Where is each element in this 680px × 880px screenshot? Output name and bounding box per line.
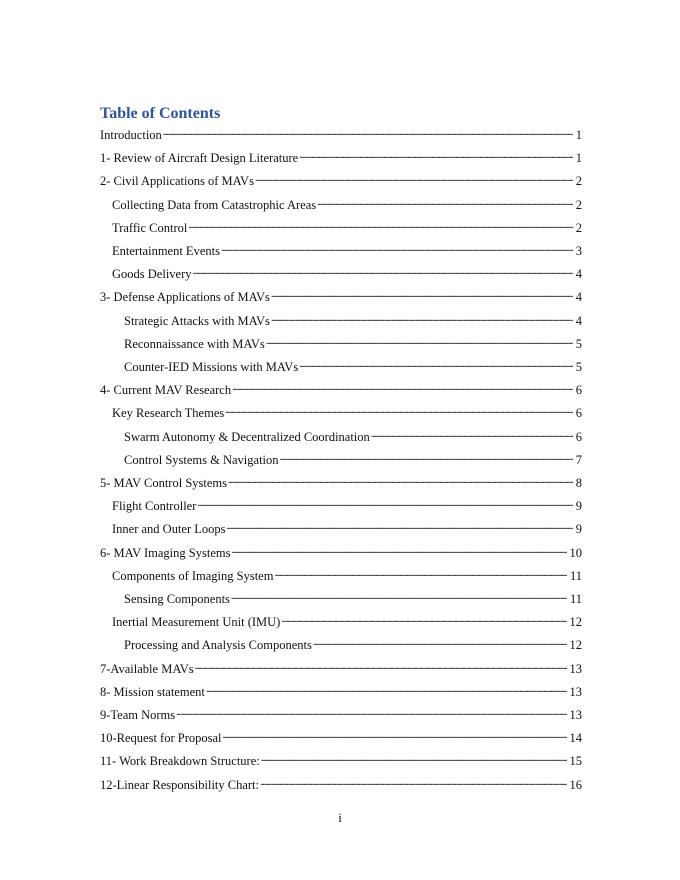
toc-entry-page: 5 [575, 336, 582, 351]
toc-entry-title: Entertainment Events [112, 244, 220, 258]
dot-leader [176, 707, 566, 719]
toc-entry-title: Reconnaissance with MAVs [124, 336, 265, 351]
dot-leader [223, 730, 567, 742]
toc-entry-page: 4 [575, 313, 582, 328]
toc-entry-page: 4 [575, 267, 582, 282]
toc-entry-page: 3 [575, 244, 582, 258]
dot-leader [281, 614, 566, 626]
dot-leader [195, 661, 567, 673]
toc-entry[interactable] [100, 777, 582, 793]
toc-entry[interactable] [124, 359, 582, 375]
toc-entry[interactable] [112, 220, 582, 236]
dot-leader [313, 637, 567, 649]
toc-entry[interactable] [124, 336, 582, 352]
toc-entry-title: Counter-IED Missions with MAVs [124, 360, 299, 374]
dot-leader [193, 266, 573, 278]
dot-leader [225, 405, 573, 417]
dot-leader [371, 429, 573, 441]
dot-leader [299, 359, 573, 371]
toc-entry[interactable] [100, 545, 582, 561]
toc-entry-title: 12-Linear Responsibility Chart: [100, 777, 260, 792]
dot-leader [227, 521, 573, 533]
toc-entry-page: 2 [575, 174, 582, 189]
toc-entry-page: 11 [569, 568, 582, 583]
toc-entry-title: Processing and Analysis Components [124, 638, 312, 653]
dot-leader [271, 289, 573, 301]
dot-leader [261, 753, 567, 765]
toc-entry-title: Swarm Autonomy & Decentralized Coordination [124, 429, 370, 444]
toc-entry[interactable] [124, 452, 582, 468]
toc-entry[interactable] [100, 475, 582, 491]
toc-entry[interactable] [100, 707, 582, 723]
toc-entry-page: 8 [575, 476, 582, 490]
toc-entry[interactable] [112, 498, 582, 514]
dot-leader [228, 475, 573, 487]
dot-leader [280, 452, 573, 464]
toc-entry[interactable] [112, 405, 582, 421]
toc-entry-page: 2 [575, 220, 582, 235]
dot-leader [274, 568, 567, 580]
toc-entry-page: 1 [575, 151, 582, 166]
toc-entry-title: Goods Delivery [112, 267, 192, 282]
dot-leader [188, 220, 572, 232]
toc-entry[interactable] [100, 150, 582, 166]
toc-entry[interactable] [100, 382, 582, 398]
toc-entry-title: 11- Work Breakdown Structure: [100, 754, 260, 769]
toc-entry-title: Sensing Components [124, 592, 230, 606]
toc-entry-title: Collecting Data from Catastrophic Areas [112, 197, 317, 212]
dot-leader [197, 498, 572, 510]
toc-entry[interactable] [112, 197, 582, 213]
toc-entry-page: 6 [575, 383, 582, 398]
toc-entry-page: 9 [575, 499, 582, 514]
dot-leader [255, 173, 573, 185]
dot-leader [231, 545, 566, 557]
toc-entry-page: 4 [575, 290, 582, 305]
toc-entry-title: 2- Civil Applications of MAVs [100, 174, 254, 189]
toc-entry-title: 7-Available MAVs [100, 661, 194, 676]
toc-entry-page: 15 [569, 754, 582, 769]
toc-entry[interactable] [100, 753, 582, 769]
toc-entry-title: 8- Mission statement [100, 684, 205, 699]
toc-entry-title: Control Systems & Navigation [124, 452, 279, 467]
toc-entry-title: Inertial Measurement Unit (IMU) [112, 615, 281, 630]
toc-entry-page: 13 [569, 661, 582, 676]
toc-entry-page: 5 [575, 360, 582, 374]
toc-title: Table of Contents [100, 105, 221, 122]
toc-entry-title: Strategic Attacks with MAVs [124, 313, 270, 328]
dot-leader [221, 243, 573, 255]
toc-entry-title: 6- MAV Imaging Systems [100, 545, 231, 560]
toc-entry[interactable] [124, 429, 582, 445]
toc-entry[interactable] [100, 684, 582, 700]
toc-entry-page: 13 [569, 684, 582, 699]
toc-entry-page: 1 [575, 128, 582, 142]
dot-leader [260, 777, 566, 789]
dot-leader [206, 684, 567, 696]
toc-entry[interactable] [100, 127, 582, 143]
toc-entry-title: Components of Imaging System [112, 568, 274, 583]
page-number: i [338, 810, 342, 825]
toc-entry[interactable] [112, 568, 582, 584]
toc-entry-page: 6 [575, 429, 582, 444]
toc-entry[interactable] [112, 243, 582, 259]
toc-entry-title: Flight Controller [112, 499, 197, 514]
toc-entry[interactable] [112, 521, 582, 537]
toc-entry[interactable] [124, 313, 582, 329]
toc-entry-title: Inner and Outer Loops [112, 522, 226, 537]
toc-entry-page: 10 [569, 545, 582, 560]
toc-entry-page: 16 [569, 777, 582, 792]
dot-leader [232, 382, 573, 394]
toc-entry-title: 4- Current MAV Research [100, 383, 232, 398]
dot-leader [231, 591, 567, 603]
toc-entry[interactable] [100, 730, 582, 746]
toc-entry[interactable] [124, 637, 582, 653]
toc-entry-title: Traffic Control [112, 220, 188, 235]
toc-entry-page: 14 [569, 731, 582, 746]
toc-entry-page: 12 [569, 615, 582, 630]
toc-entry-title: 10-Request for Proposal [100, 731, 222, 746]
toc-entry-title: 5- MAV Control Systems [100, 476, 227, 490]
toc-entry[interactable] [100, 289, 582, 305]
toc-entry[interactable] [112, 266, 582, 282]
toc-entry-page: 7 [575, 452, 582, 467]
toc-entry[interactable] [100, 661, 582, 677]
toc-entry-page: 2 [575, 197, 582, 212]
toc-entry[interactable] [100, 173, 582, 189]
toc-entry-page: 12 [569, 638, 582, 653]
toc-entry-page: 9 [575, 522, 582, 537]
dot-leader [317, 197, 573, 209]
toc-entry-title: Introduction [100, 128, 162, 142]
toc-entry-title: Key Research Themes [112, 406, 225, 421]
dot-leader [299, 150, 573, 162]
toc-entry[interactable] [124, 591, 582, 607]
toc-entry-title: 1- Review of Aircraft Design Literature [100, 151, 299, 166]
toc-entry-page: 13 [569, 708, 582, 722]
toc-entry-page: 6 [575, 406, 582, 421]
toc-entry-title: 9-Team Norms [100, 708, 176, 722]
dot-leader [266, 336, 573, 348]
dot-leader [163, 127, 573, 139]
toc-entry-title: 3- Defense Applications of MAVs [100, 290, 270, 305]
dot-leader [271, 313, 573, 325]
toc-entry-page: 11 [569, 592, 582, 606]
toc-entry[interactable] [112, 614, 582, 630]
